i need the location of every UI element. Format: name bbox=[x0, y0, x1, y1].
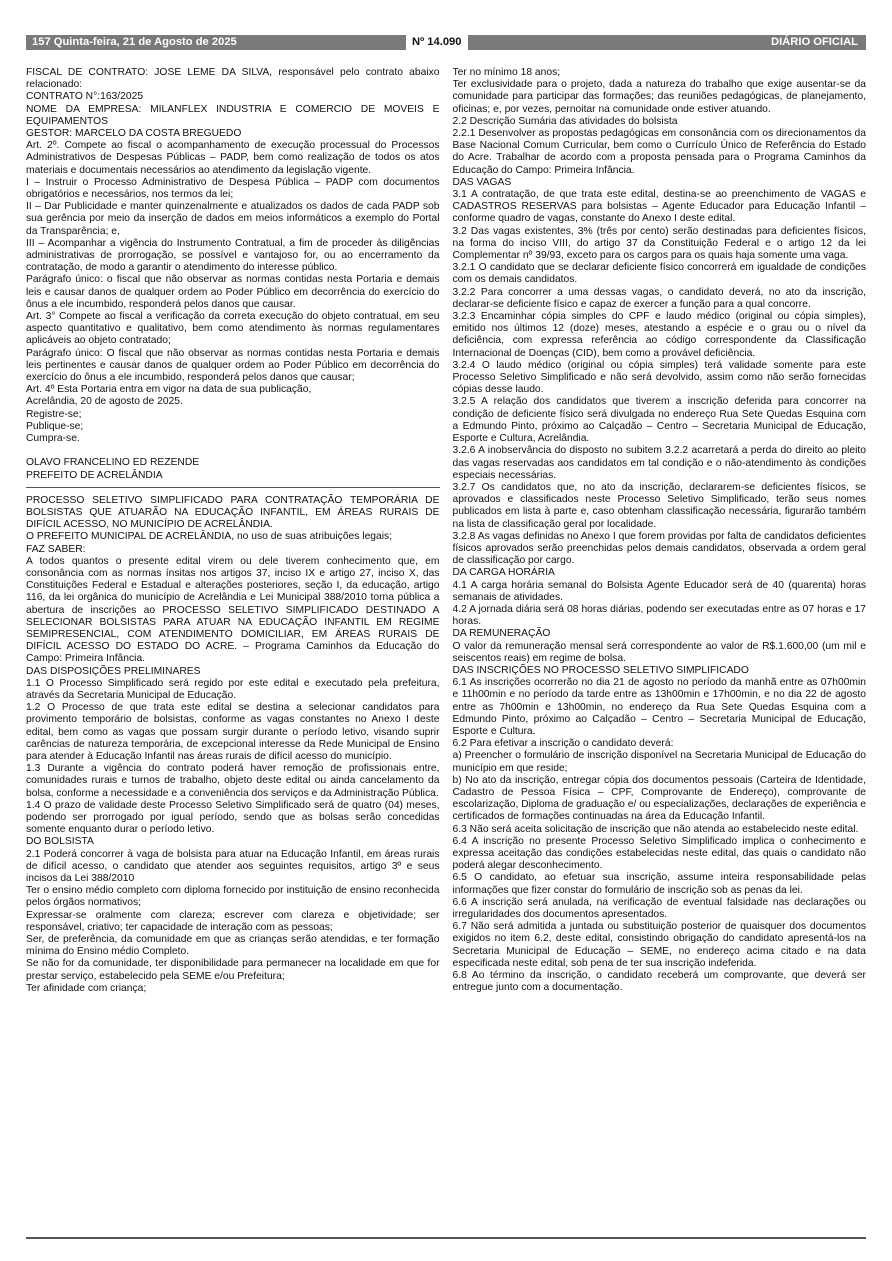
paragraph: DAS VAGAS bbox=[452, 176, 512, 188]
paragraph: 3.2.3 Encaminhar cópia simples do CPF e laudo médico (original ou cópia simples), emitido nos últimos 12 (doze) meses, atestando a espécie e o grau ou o nível da deficiência, com expressa referência ao código correspondente da Classificação Internacional de Doenças (CID), bem como a provável deficiência. bbox=[452, 311, 866, 359]
paragraph: III – Acompanhar a vigência do Instrumento Contratual, a fim de proceder às diligências administrativas de prorrogação, se possível e vantajoso for, ou ao encerramento da contratação, de modo a garantir o atendimento do interesse público. bbox=[26, 237, 440, 274]
paragraph: Art. 2º. Compete ao fiscal o acompanhamento de execução processual do Processos Administrativos de Despesas Públicas – PADP, bem como realização de todos os atos materiais e documentais necessários ao atendimento da legislação vigente. bbox=[26, 140, 440, 176]
issue-number: Nº 14.090 bbox=[406, 35, 468, 50]
paragraph: 6.6 A inscrição será anulada, na verificação de eventual falsidade nas declarações ou irregularidades dos documentos apresentados. bbox=[452, 896, 866, 921]
paragraph: Art. 3° Compete ao fiscal a verificação da correta execução do objeto contratual, em seu aspecto quantitativo e qualitativo, bem como atendimento às normas regulamentares aplicáveis ao objeto contratado; bbox=[26, 311, 440, 347]
paragraph: DAS DISPOSIÇÕES PRELIMINARES bbox=[26, 665, 201, 677]
paragraph: FISCAL DE CONTRATO: JOSÉ LEME DA SILVA, responsável pelo contrato abaixo relacionado: bbox=[26, 67, 440, 91]
right-column bbox=[453, 67, 867, 1231]
columns bbox=[26, 67, 866, 1231]
paragraph: GESTOR: MARCELO DA COSTA BREGUEDO bbox=[26, 128, 242, 140]
paragraph: I – Instruir o Processo Administrativo de Despesa Pública – PADP com documentos obrigatórios e necessários, nos termos da lei; bbox=[26, 176, 440, 201]
paragraph: 6.3 Não será aceita solicitação de inscrição que não atenda ao estabelecido neste edital. bbox=[452, 823, 859, 835]
paragraph: 6.8 Ao término da inscrição, o candidato receberá um comprovante, que deverá ser entregue junto com a documentação. bbox=[452, 970, 866, 994]
paragraph: Parágrafo único: o fiscal que não observar as normas contidas nesta Portaria e demais leis e causar danos de qualquer ordem ao Poder Público em decorrência do exercício do ônus a ele incumbido, responderá pelos danos que causar. bbox=[26, 274, 440, 310]
paragraph: DAS INSCRIÇÕES NO PROCESSO SELETIVO SIMPLIFICADO bbox=[452, 664, 749, 676]
paragraph: Expressar-se oralmente com clareza; escrever com clareza e objetividade; ser responsável, criativo; ter capacidade de interação com as pessoas; bbox=[26, 909, 440, 933]
paragraph: PROCESSO SELETIVO SIMPLIFICADO PARA CONTRATAÇÃO TEMPORÁRIA DE BOLSISTAS QUE ATUARÃO NA EDUCAÇÃO INFANTIL, EM ÁREAS RURAIS DE DIFÍCIL ACESSO, NO MUNICÍPIO DE ACRELÂNDIA. bbox=[26, 494, 440, 531]
paragraph: Publique-se; bbox=[26, 420, 84, 432]
paragraph: 2.2.1 Desenvolver as propostas pedagógicas em consonância com os direcionamentos da Base Nacional Comum Curricular, bem como o Currículo Único de Referência do Estado do Acre. Trabalhar de acordo com a proposta pensada para o Programa Caminhos da Educação do Campo: Primeira Infância. bbox=[452, 128, 866, 176]
paragraph: 3.2.7 Os candidatos que, no ato da inscrição, declararem-se deficientes físicos, se aprovados e classificados neste Processo Seletivo Simplificado, terão seus nomes publicados em lista à parte e, caso obtenham classificação necessária, figurarão também na lista de classificação geral por localidade. bbox=[452, 481, 866, 530]
paragraph: 4.2 A jornada diária será 08 horas diárias, podendo ser executadas entre as 07 horas e 17 horas. bbox=[452, 603, 866, 628]
paragraph: 6.4 A inscrição no presente Processo Seletivo Simplificado implica o conhecimento e expressa aceitação das condições estabelecidas neste edital, das quais o candidato não poderá alegar desconhecimento. bbox=[452, 835, 866, 872]
paragraph: 3.2.5 A relação dos candidatos que tiverem a inscrição deferida para concorrer na condição de deficiente físico será divulgada no endereço Rua Sete Quedas Esquina com a Edmundo Pinto, próximo ao Calçadão – Centro – Secretaria Municipal de Educação, Esporte e Cultura, Acrelândia. bbox=[452, 396, 866, 445]
paragraph: 3.2.6 A inobservância do disposto no subitem 3.2.2 acarretará a perda do direito ao pleito das vagas reservadas aos candidatos em tal condição e o não-atendimento às condições especiais necessárias. bbox=[452, 445, 866, 481]
paragraph: Ter o ensino médio completo com diploma fornecido por instituição de ensino reconhecida pelos órgãos normativos; bbox=[26, 885, 440, 909]
paragraph: Ter afinidade com criança; bbox=[26, 982, 147, 994]
paragraph: 3.2.4 O laudo médico (original ou cópia simples) terá validade somente para este Processo Seletivo Simplificado e não será devolvido, assim como não serão fornecidas cópias desse laudo. bbox=[452, 359, 866, 396]
paragraph: 1.4 O prazo de validade deste Processo Seletivo Simplificado será de quatro (04) meses, podendo ser prorrogado por igual período, sendo que as bolsas serão concedidas somente enquanto durar o período letivo. bbox=[26, 799, 440, 836]
paragraph: 3.2 Das vagas existentes, 3% (três por cento) serão destinadas para deficientes físicos, na forma do inciso VIII, do artigo 37 da Constituição Federal e o artigo 12 da lei Complementar nº 39/93, exceto para os cargos para os quais haja somente uma vaga. bbox=[452, 225, 866, 262]
signature-name: OLAVO FRANCELINO ED REZENDE bbox=[26, 457, 200, 469]
paragraph: Parágrafo único: O fiscal que não observar as normas contidas nesta Portaria e demais leis pertinentes e causar danos de qualquer ordem ao Poder Público em decorrência do exercício do ônus a ele incumbido, responderá pelos danos que causar; bbox=[26, 347, 440, 384]
paragraph: 6.2 Para efetivar a inscrição o candidato deverá: bbox=[452, 738, 674, 750]
paragraph: NOME DA EMPRESA: MILANFLEX INDUSTRIA E COMERCIO DE MOVEIS E EQUIPAMENTOS bbox=[26, 103, 440, 127]
selection-process-continued bbox=[453, 67, 867, 994]
contract-section bbox=[26, 67, 440, 445]
paragraph: CONTRATO N°:163/2025 bbox=[26, 91, 144, 103]
paragraph: Ter no mínimo 18 anos; bbox=[452, 67, 561, 78]
paragraph: FAZ SABER: bbox=[26, 543, 86, 555]
paragraph: Cumpra-se. bbox=[26, 433, 80, 445]
paragraph: DA REMUNERAÇÃO bbox=[452, 628, 551, 640]
paragraph: 1.3 Durante a vigência do contrato poderá haver remoção de profissionais entre, comunidades rurais e turnos de trabalho, objeto deste edital ou ainda cancelamento da bolsa, conforme a necessidade e a conveniência dos serviços e da Administração Pública. bbox=[26, 763, 440, 799]
paragraph: DO BOLSISTA bbox=[26, 836, 94, 848]
paragraph: 6.7 Não será admitida a juntada ou substituição posterior de quaisquer dos documentos exigidos no item 6.2, deste edital, consistindo obrigação do candidato apresentá-los na Secretaria Municipal de Educação – SEME, no endereço acima citado e na data especificada neste edital, sob pena de ter sua inscrição indeferida. bbox=[452, 921, 866, 969]
paragraph: 6.1 As inscrições ocorrerão no dia 21 de agosto no período da manhã entre as 07h00min e 11h00min e no período da tarde entre as 13h00min e 17h00min, e no dia 22 de agosto entre as 7h00min e 13h00min, no endereço da Rua Sete Quedas Esquina com a Edmundo Pinto, próximo ao Calçadão – Centro – Secretaria Municipal de Educação, Esporte e Cultura. bbox=[452, 677, 866, 737]
paragraph: O valor da remuneração mensal será correspondente ao valor de R$.1.600,00 (um mil e seiscentos reais) em regime de bolsa. bbox=[452, 640, 866, 664]
paragraph: Ser, de preferência, da comunidade em que as crianças serão atendidas, e ter formação mínima do Ensino médio Completo. bbox=[26, 934, 440, 958]
paragraph: II – Dar Publicidade e manter quinzenalmente e atualizados os dados de cada PADP sob sua gerência por meio da inserção de dados em meios informáticos a exemplo do Portal da Transparência; e, bbox=[26, 201, 440, 237]
paragraph: 3.2.2 Para concorrer a uma dessas vagas, o candidato deverá, no ato da inscrição, declarar-se deficiente físico e capaz de exercer a função para a qual concorre. bbox=[452, 286, 866, 310]
paragraph: Registre-se; bbox=[26, 408, 82, 420]
paragraph: DA CARGA HORÁRIA bbox=[452, 567, 555, 579]
paragraph: O PREFEITO MUNICIPAL DE ACRELÂNDIA, no uso de suas atribuições legais; bbox=[26, 531, 393, 543]
left-column bbox=[26, 67, 440, 1231]
paragraph: Se não for da comunidade, ter disponibilidade para permanecer na localidade em que for prestar serviço, estabelecido pela SEME e/ou Prefeitura; bbox=[26, 958, 440, 982]
paragraph: 1.1 O Processo Simplificado será regido por este edital e executado pela prefeitura, através da Secretaria Municipal de Educação. bbox=[26, 677, 440, 701]
paragraph: Art. 4º Esta Portaria entra em vigor na data de sua publicação, bbox=[26, 384, 312, 396]
paragraph: 3.2.1 O candidato que se declarar deficiente físico concorrerá em igualdade de condições com os demais candidatos. bbox=[452, 262, 866, 286]
selection-process-section bbox=[26, 495, 440, 995]
paragraph: A todos quantos o presente edital virem ou dele tiverem conhecimento que, em consonância com as normas ínsitas nos artigos 37, inciso IX e artigo 27, inciso X, das Constituições Federal e Estadual e alterações posteriores, seção I, da educação, artigo 116, da lei orgânica do município de Acrelândia e Lei Municipal 388/2010 torna pública a abertura de inscrições ao PROCESSO SELETIVO SIMPLIFICADO DESTINADO A SELECIONAR BOLSISTAS PARA ATUAR NA EDUCAÇÃO INFANTIL EM REGIME SEMIPRESENCIAL, COM ATENDIMENTO DOMICILIAR, EM ÁREAS RURAIS DE DIFÍCIL ACESSO DO ESTADO DO ACRE. – Programa Caminhos da Educação do Campo: Primeira Infância. bbox=[26, 555, 440, 665]
paragraph: 4.1 A carga horária semanal do Bolsista Agente Educador será de 40 (quarenta) horas semanais de atividades. bbox=[452, 579, 866, 603]
page-header bbox=[26, 35, 866, 50]
paragraph: Acrelândia, 20 de agosto de 2025. bbox=[26, 396, 183, 408]
signature-title: PREFEITO DE ACRELÂNDIA bbox=[26, 469, 163, 481]
paragraph: a) Preencher o formulário de inscrição disponível na Secretaria Municipal de Educação do município em que reside; bbox=[452, 750, 866, 774]
footer-rule bbox=[26, 1237, 866, 1239]
paragraph: Ter exclusividade para o projeto, dada a natureza do trabalho que exige ausentar-se da comunidade para participar das formações; das reuniões pedagógicas, de planejamento, oficinas; e, por vezes, pernoitar na comunidade onde estiver atuando. bbox=[452, 79, 866, 115]
paragraph: b) No ato da inscrição, entregar cópia dos documentos pessoais (Carteira de Identidade, Cadastro de Pessoa Física – CPF, Comprovante de Endereço), comprovante de escolarização, Diploma de graduação e/ ou especializações, declarações de experiência e certificados de formações continuadas na área da Educação Infantil. bbox=[452, 774, 866, 823]
paragraph: 3.2.8 As vagas definidas no Anexo I que forem providas por falta de candidatos deficientes físicos aprovados serão preenchidas pelos demais candidatos, observada a ordem geral de classificação por cargo. bbox=[452, 530, 866, 567]
page-number-date: 157 Quinta-feira, 21 de Agosto de 2025 bbox=[32, 36, 237, 48]
paragraph: 6.5 O candidato, ao efetuar sua inscrição, assume inteira responsabilidade pelas informações que fizer constar do formulário de inscrição sob as penas da lei. bbox=[452, 872, 866, 896]
journal-title: DIÁRIO OFICIAL bbox=[770, 36, 858, 48]
paragraph: 2.1 Poderá concorrer à vaga de bolsista para atuar na Educação Infantil, em áreas rurais de difícil acesso, o candidato que atender aos seguintes requisitos, artigo 3º e seus incisos da Lei 388/2010 bbox=[26, 848, 440, 884]
paragraph: 1.2 O Processo de que trata este edital se destina a selecionar candidatos para provimento temporário de bolsistas, conforme as vagas constantes no Anexo I deste edital, bem como as vagas que possam surgir durante o período letivo, visando suprir carências de natureza temporária, de excepcional interesse da Rede Municipal de Ensino para atender à Educação Infantil nas áreas rurais de difícil acesso do município. bbox=[26, 702, 440, 762]
section-divider bbox=[26, 487, 440, 488]
paragraph: 2.2 Descrição Sumária das atividades do bolsista bbox=[452, 115, 678, 127]
paragraph: 3.1 A contratação, de que trata este edital, destina-se ao preenchimento de VAGAS e CADASTROS RESERVAS para bolsistas – Agente Educador para Educação Infantil – conforme quadro de vagas, constante do Anexo I deste edital. bbox=[452, 189, 866, 225]
